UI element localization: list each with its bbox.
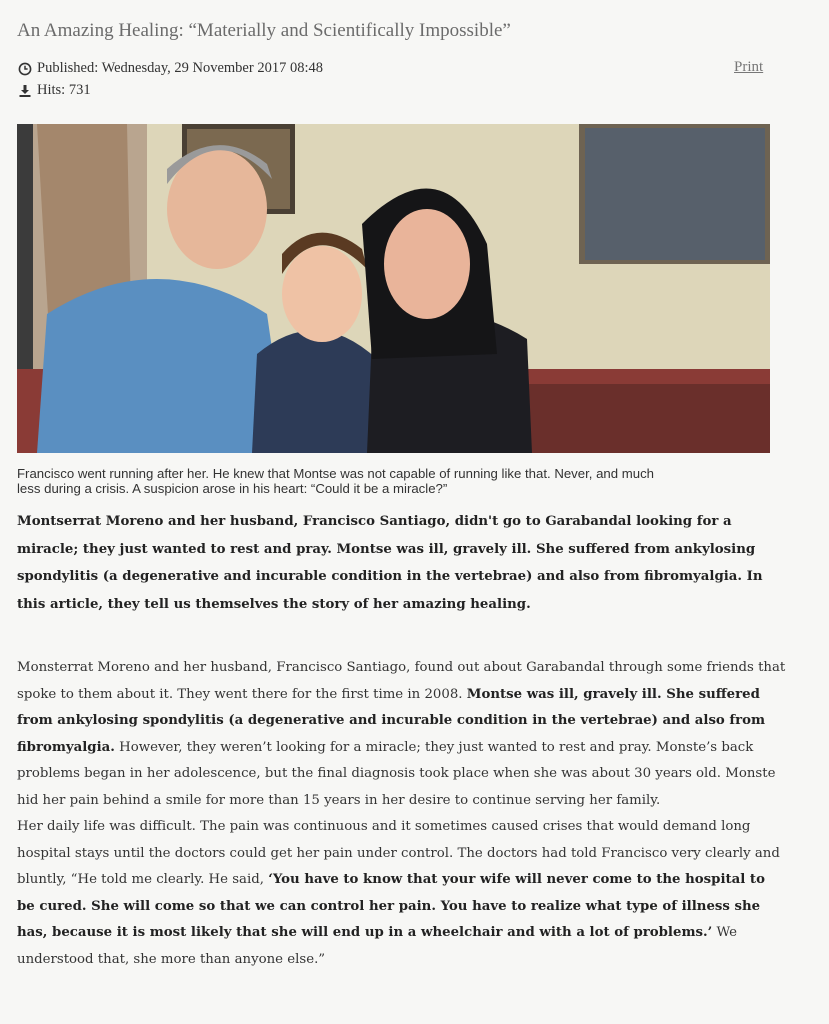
published-date: Published: Wednesday, 29 November 2017 08:48: [37, 60, 323, 76]
p1-text-b-bold: Montse was ill, gravely ill. She suffered from ankylosing spondylitis (a degenerative and incurable condition in the vertebrae) and also from fibromyalgia.: [17, 686, 766, 755]
clock-icon: [18, 62, 32, 76]
hits-row: [18, 82, 91, 99]
caption-line-2: less during a crisis. A suspicion arose in his heart: “Could it be a miracle?”: [17, 481, 448, 496]
p1-text-a: Monsterrat Moreno and her husband, Francisco Santiago, found out about Garabandal through some friends that spoke to them about it. They went there for the first time in 2008.: [17, 660, 786, 702]
caption-line-1: Francisco went running after her. He knew that Montse was not capable of running like that. Never, and much: [17, 466, 655, 481]
p1-text-c: However, they weren’t looking for a miracle; they just wanted to rest and pray. Monste’s back problems began in her adolescence, but the final diagnosis took place when she was about 30 years old. Monste hid her pain behind a smile for more than 15 years in her desire to continue serving her family.: [17, 739, 776, 808]
body-paragraph-2: [17, 814, 787, 973]
published-row: [18, 60, 323, 77]
family-photo: [17, 124, 770, 453]
family-photo-illustration: [17, 124, 770, 453]
article-title: An Amazing Healing: “Materially and Scientifically Impossible”: [17, 20, 511, 41]
p2-text-a: Her daily life was difficult. The pain was continuous and it sometimes caused crises that would demand long hospital stays until the doctors could get her pain under control. The doctors had told Francisco very clearly and bluntly, “He told me clearly. He said,: [17, 819, 780, 887]
hits-count: Hits: 731: [37, 82, 91, 98]
body-paragraph-1: [17, 655, 787, 814]
print-link[interactable]: Print: [734, 59, 764, 75]
download-icon: [18, 84, 32, 98]
article-lead: Montserrat Moreno and her husband, Francisco Santiago, didn't go to Garabandal looking for a miracle; they just wanted to rest and pray. Montse was ill, gravely ill. She suffered from ankylosing spondylitis (a degenerative and incurable condition in the vertebrae) and also from fibromyalgia. In this article, they tell us themselves the story of her amazing healing.: [17, 514, 763, 612]
photo-caption: [17, 466, 777, 496]
article-body: [17, 655, 787, 973]
p2-text-c: We understood that, she more than anyone else.”: [17, 925, 737, 967]
p2-text-b-bold: ‘You have to know that your wife will never come to the hospital to be cured. She will come so that we can control her pain. You have to realize what type of illness she has, because it is most likely that she will end up in a wheelchair and with a lot of problems.’: [17, 872, 765, 940]
